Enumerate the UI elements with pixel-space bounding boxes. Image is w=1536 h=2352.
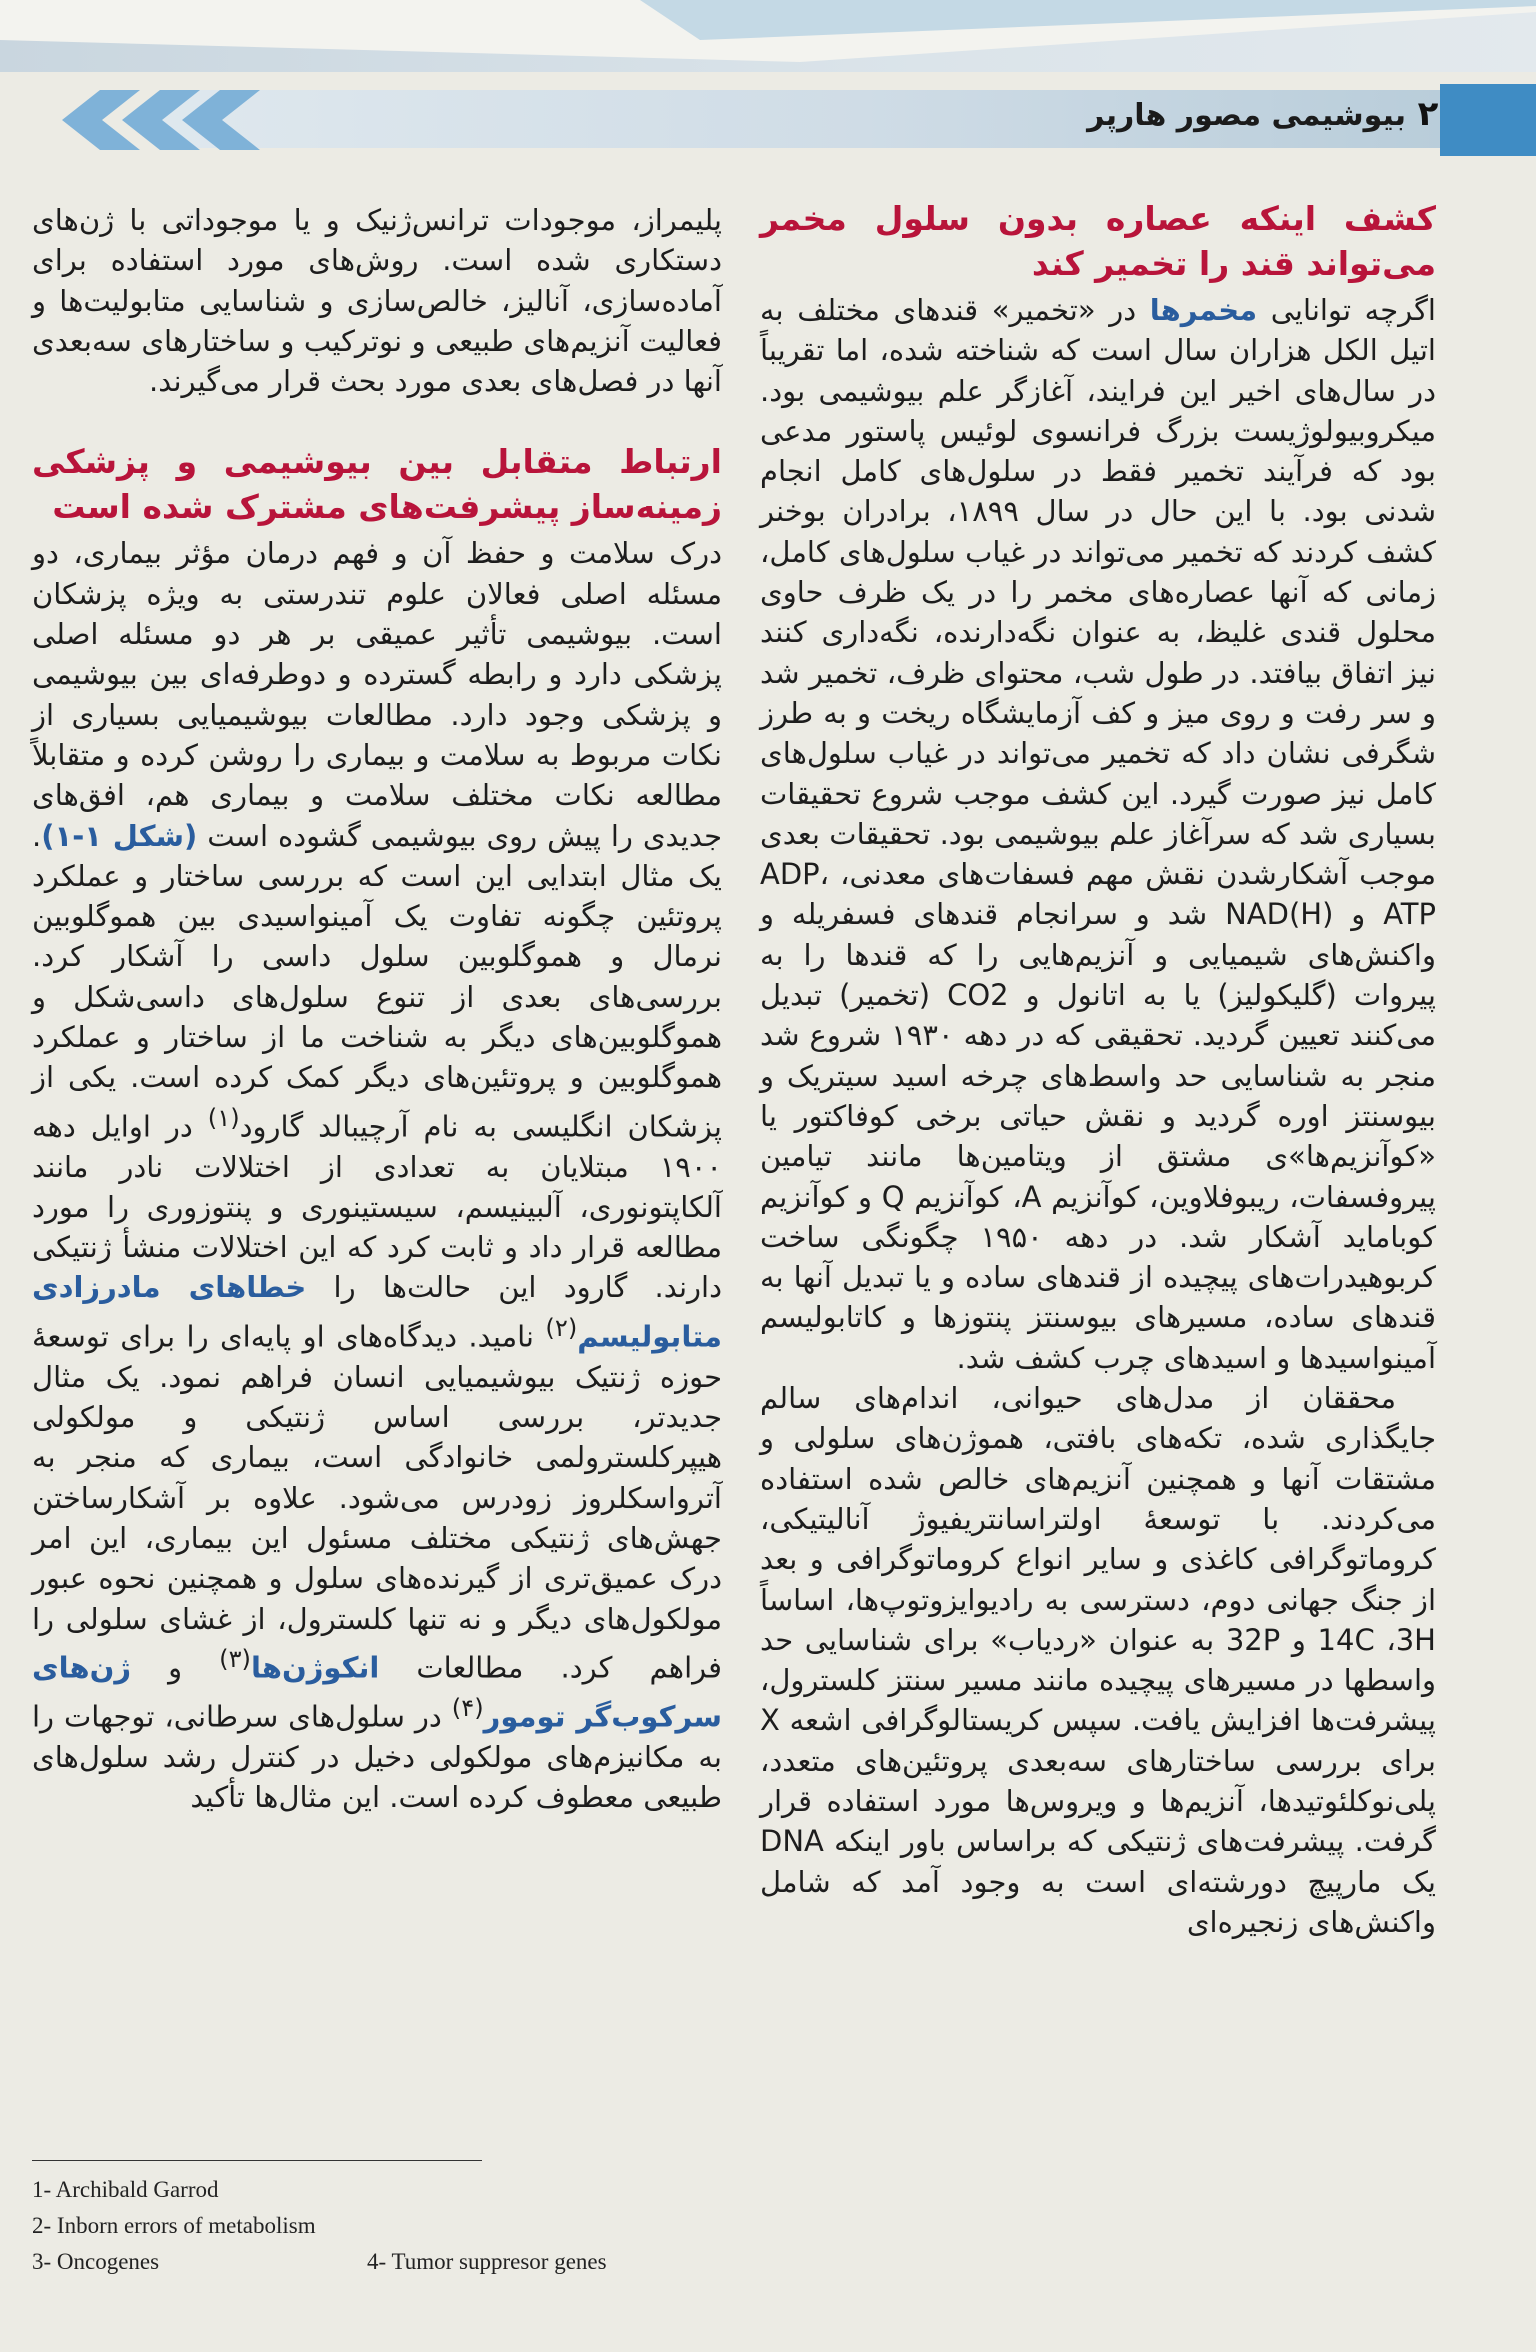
chevron-left-icon <box>40 84 300 156</box>
term-inborn-errors: خطاهای مادرزادی متابولیسم <box>32 1270 722 1354</box>
text: . یک مثال ابتدایی این است که بررسی ساختار و عملکرد پروتئین چگونه تفاوت یک آمینواسیدی بین هموگلوبین نرمال و هموگلوبین سلول داسی را آشکار کرد. بررسی‌های بعدی از تنوع سلول‌های داسی‌شکل و هموگلوبین‌های دیگر به شناخت ما از ساختار و عملکرد هموگلوبین و پروتئین‌های دیگر کمک کرده است. یکی از پزشکان انگلیسی به نام آرچیبالد گارود <box>32 818 723 1144</box>
footnote-1: 1- Archibald Garrod <box>32 2177 219 2202</box>
top-band-wedge <box>0 0 1536 72</box>
term-tumor-suppressor-genes: ژن‌های سرکوب‌گر تومور <box>32 1650 722 1734</box>
paragraph <box>760 290 1436 1378</box>
text: نامید. دیدگاه‌های او پایه‌ای را برای توسعهٔ حوزه ژنتیک بیوشیمیایی انسان فراهم نمود. یک مثال جدیدتر، بررسی اساس ژنتیکی و مولکولی هیپرکلسترولمی خانوادگی است، بیماری که منجر به آترواسکلروز زودرس می‌شود. علاوه بر آشکارساختن جهش‌های ژنتیکی مختلف مسئول این بیماری، این امر درک عمیق‌تری از گیرنده‌های سلول و همچنین نحوه عبور مولکول‌های دیگر و نه تنها کلسترول، از غشای سلولی را فراهم کرد. مطالعات <box>32 1319 722 1685</box>
text: اگرچه توانایی <box>1257 293 1436 327</box>
footnote-ref-4: (۴) <box>451 1693 484 1722</box>
paragraph: محققان از مدل‌های حیوانی، اندام‌های سالم جایگذاری شده، تکه‌های بافتی، هموژن‌های سلولی و مشتقات آنها و همچنین آنزیم‌های خالص شده استفاده می‌کردند. با توسعهٔ اولتراسانتریفیوژ آنالیتیکی، کروماتوگرافی کاغذی و سایر انواع کروماتوگرافی و بعد از جنگ جهانی دوم، دسترسی به رادیوایزوتوپ‌ها، اساساً 14C ،3H و 32P به عنوان «ردیاب» برای شناسایی حد واسطها در مسیرهای پیچیده مانند مسیر سنتز کلسترول، پیشرفت‌ها افزایش یافت. سپس کریستالوگرافی اشعه X برای بررسی ساختارهای سه‌بعدی پروتئین‌های متعدد، پلی‌نوکلئوتیدها، آنزیم‌ها و ویروس‌ها مورد استفاده قرار گرفت. پیشرفت‌های ژنتیکی که براساس باور اینکه DNA یک مارپیچ دورشته‌ای است به وجود آمد که شامل واکنش‌های زنجیره‌ای <box>760 1381 1436 1939</box>
text: در «تخمیر» قندهای مختلف به اتیل الکل هزاران سال است که شناخته شده، اما تقریباً در سال‌های اخیر این فرایند، آغازگر علم بیوشیمی بود. میکروبیولوژیست بزرگ فرانسوی لوئیس پاستور مدعی بود که فرآیند تخمیر فقط در سلول‌های کامل انجام شدنی بود. با این حال در سال ۱۸۹۹، برادران بوخنر کشف کردند که تخمیر می‌تواند در غیاب سلول‌های کامل، زمانی که آنها عصاره‌های مخمر را در یک ظرف حاوی محلول قندی غلیظ، به عنوان نگه‌دارنده، نگه‌داری کنند نیز اتفاق بیافتد. در طول شب، محتوای ظرف، تخمیر شد و سر رفت و روی میز و کف آزمایشگاه ریخت و به طرز شگرفی نشان داد که تخمیر می‌تواند در غیاب سلول‌های کامل نیز صورت گیرد. این کشف موجب شروع تحقیقات بسیاری شد که سرآغاز علم بیوشیمی بود. تحقیقات بعدی موجب آشکارشدن نقش مهم فسفات‌های معدنی، ADP، ATP و NAD(H) شد و سرانجام قندهای فسفریله و واکنش‌های شیمیایی و آنزیم‌هایی را که قندها را به پیروات (گلیکولیز) یا به اتانول و CO2 (تخمیر) تبدیل می‌کنند تعیین گردید. تحقیقی که در دهه ۱۹۳۰ شروع شد منجر به شناسایی حد واسط‌های چرخه اسید سیتریک و بیوسنتز اوره گردید و نقش حیاتی برخی کوفاکتور یا «کوآنزیم‌ها»ی مشتق از ویتامین‌ها مانند تیامین پیروفسفات، ریبوفلاوین، کوآنزیم A، کوآنزیم Q و کوآنزیم کوباماید آشکار شد. در دهه ۱۹۵۰ چگونگی ساخت کربوهیدرات‌های پیچیده از قندهای ساده و یا تبدیل آنها به قندهای ساده، مسیرهای بیوسنتز پنتوزها و کاتابولیسم آمینواسیدها و اسیدهای چرب کشف شد. <box>760 293 1437 1375</box>
footnote-2: 2- Inborn errors of metabolism <box>32 2213 316 2238</box>
footnote-ref-2: (۲) <box>545 1313 578 1342</box>
left-column <box>32 200 722 1817</box>
section-heading-biochem-medicine: ارتباط متقابل بین بیوشیمی و پزشکی زمینه‌ساز پیشرفت‌های مشترک شده است <box>32 442 722 527</box>
page-number-tab <box>1440 84 1536 156</box>
text: در سلول‌های سرطانی، توجهات را به مکانیزم‌های مولکولی دخیل در کنترل رشد سلول‌های طبیعی معطوف کرده است. این مثال‌ها تأکید <box>32 1699 722 1815</box>
footnotes <box>32 2172 732 2280</box>
footnote-row-3-4 <box>32 2244 732 2280</box>
paragraph <box>32 533 722 1817</box>
text: و <box>131 1650 220 1685</box>
figure-reference-link[interactable]: (شکل ۱-۱) <box>41 818 198 853</box>
text: در اوایل دهه ۱۹۰۰ مبتلایان به تعدادی از اختلالات نادر مانند آلکاپتونوری، آلبینیسم، سیستینوری و پنتوزوری را مورد مطالعه قرار داد و ثابت کرد که این اختلالات منشأ ژنتیکی دارند. گارود این حالت‌ها را <box>32 1109 722 1305</box>
section-heading-fermentation: کشف اینکه عصاره بدون سلول مخمر می‌تواند قند را تخمیر کند <box>760 199 1436 283</box>
footnote-ref-1: (۱) <box>207 1103 240 1132</box>
term-yeasts: مخمرها <box>1149 293 1258 327</box>
text: درک سلامت و حفظ آن و فهم درمان مؤثر بیماری، دو مسئله اصلی فعالان علوم تندرستی به ویژه پزشکان است. بیوشیمی تأثیر عمیقی بر هر دو مسئله اصلی پزشکی دارد و رابطه گسترده و دوطرفه‌ای بین بیوشیمی و پزشکی وجود دارد. مطالعات بیوشیمیایی بسیاری از نکات مربوط به سلامت و بیماری را روشن کرده و متقابلاً مطالعه نکات مختلف سلامت و بیماری هم، افق‌های جدیدی را پیش روی بیوشیمی گشوده است <box>32 536 723 853</box>
term-oncogenes: انکوژن‌ها <box>250 1650 380 1685</box>
footnote-ref-3: (۳) <box>219 1644 251 1673</box>
footnote-3: 3- Oncogenes <box>32 2249 160 2274</box>
book-title: بیوشیمی مصور هارپر <box>1087 98 1406 133</box>
footnote-rule <box>32 2160 482 2161</box>
page-number: ۲ <box>1417 94 1439 134</box>
running-head <box>0 84 1536 156</box>
paragraph: پلیمراز، موجودات ترانس‌ژنیک و یا موجوداتی با ژن‌های دستکاری شده است. روش‌های مورد استفاده برای آماده‌سازی، آنالیز، خالص‌سازی و شناسایی متابولیت‌ها و فعالیت آنزیم‌های طبیعی و نوترکیب و ساختارهای سه‌بعدی آنها در فصل‌های بعدی مورد بحث قرار می‌گیرند. <box>32 203 722 399</box>
right-column <box>760 196 1436 1942</box>
footnote-4: 4- Tumor suppresor genes <box>367 2249 607 2274</box>
